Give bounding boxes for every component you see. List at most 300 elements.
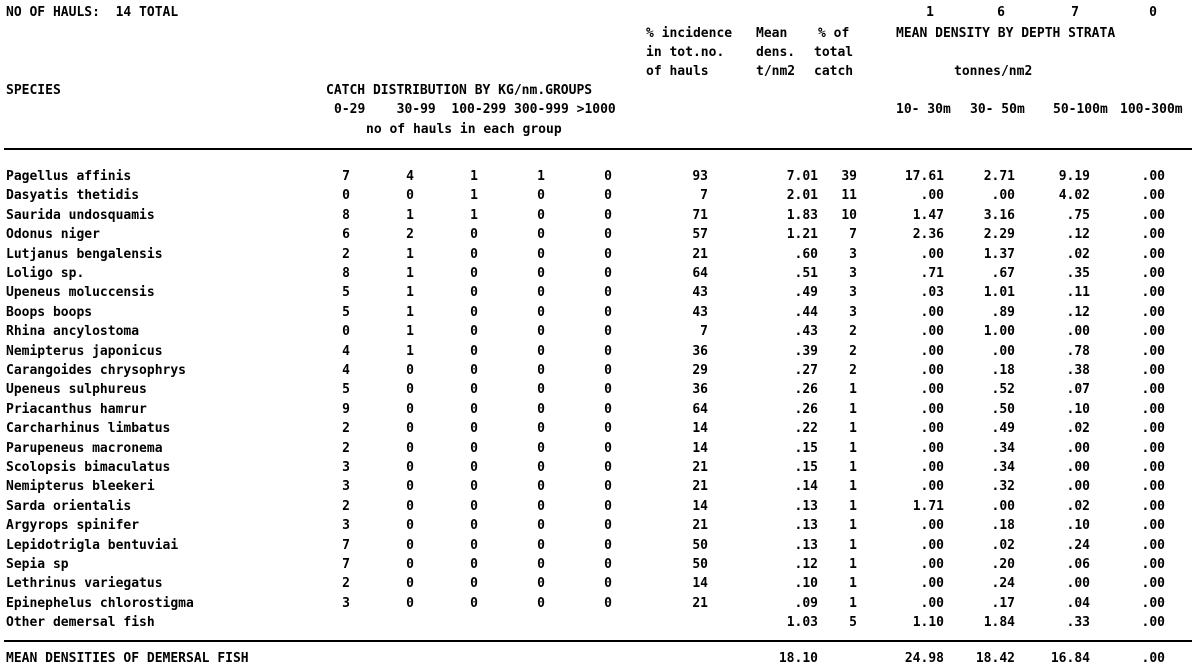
incidence-value: 36 xyxy=(692,343,708,359)
depth-density-value: .02 xyxy=(991,537,1015,553)
table-row xyxy=(0,419,1200,438)
depth-density-value: .75 xyxy=(1066,207,1090,223)
depth-stratum-label: 100-300m xyxy=(1120,102,1183,117)
depth-density-value: .34 xyxy=(991,460,1015,475)
depth-density-value: 1.84 xyxy=(983,615,1015,631)
pct-catch-value: 3 xyxy=(849,304,857,320)
group-count: 4 xyxy=(342,363,350,378)
incidence-value: 43 xyxy=(692,285,708,301)
group-count: 1 xyxy=(406,343,414,359)
group-count: 1 xyxy=(406,285,414,301)
pct-catch-value: 1 xyxy=(849,421,857,437)
depth-density-value: .00 xyxy=(1066,460,1090,475)
depth-density-value: .00 xyxy=(1141,479,1165,495)
group-count: 0 xyxy=(470,246,478,262)
depth-density-value: .00 xyxy=(920,518,944,534)
group-count: 0 xyxy=(537,537,545,553)
species-name: Rhina ancylostoma xyxy=(6,324,140,340)
depth-density-value: .00 xyxy=(1141,440,1165,456)
group-count: 2 xyxy=(342,440,350,456)
pct-header-3: catch xyxy=(814,64,854,79)
pct-catch-value: 1 xyxy=(849,518,857,534)
species-name: Epinephelus chlorostigma xyxy=(6,595,194,611)
group-count: 0 xyxy=(470,363,478,378)
group-count: 7 xyxy=(342,557,350,572)
group-count: 0 xyxy=(537,343,545,359)
group-count: 0 xyxy=(537,363,545,378)
depth-stratum-label: 10- 30m xyxy=(896,102,951,117)
depth-density-value: .00 xyxy=(920,440,944,456)
incidence-value: 14 xyxy=(692,576,708,592)
depth-density-value: 17.61 xyxy=(904,169,944,184)
depth-density-value: .00 xyxy=(1141,498,1165,514)
depth-density-value: .67 xyxy=(991,266,1015,281)
table-row xyxy=(0,400,1200,419)
species-name: Pagellus affinis xyxy=(6,169,132,184)
depth-density-value: .33 xyxy=(1066,615,1090,631)
mean-density-value: 1.03 xyxy=(786,615,818,631)
depth-density-value: .00 xyxy=(1066,576,1090,592)
mean-density-value: 1.21 xyxy=(786,227,818,243)
incidence-value: 93 xyxy=(692,169,708,184)
group-count: 0 xyxy=(470,460,478,475)
table-row xyxy=(0,225,1200,244)
mean-density-value: .15 xyxy=(794,440,818,456)
depth-density-value: 1.37 xyxy=(983,246,1015,262)
group-count: 0 xyxy=(604,595,612,611)
pct-catch-value: 2 xyxy=(849,343,857,359)
group-count: 1 xyxy=(406,266,414,281)
group-count: 0 xyxy=(406,460,414,475)
table-row xyxy=(0,594,1200,613)
group-count: 0 xyxy=(470,576,478,592)
depth-density-value: .02 xyxy=(1066,421,1090,437)
group-count: 1 xyxy=(406,207,414,223)
group-count: 0 xyxy=(537,266,545,281)
group-count: 0 xyxy=(537,188,545,204)
table-row xyxy=(0,555,1200,574)
depth-density-value: .00 xyxy=(920,595,944,611)
group-ranges: 0-29 30-99 100-299 300-999 >1000 xyxy=(334,102,616,117)
depth-density-value: .38 xyxy=(1066,363,1090,378)
species-name: Parupeneus macronema xyxy=(6,440,163,456)
group-count: 0 xyxy=(406,382,414,398)
group-count: 0 xyxy=(470,382,478,398)
group-count: 7 xyxy=(342,537,350,553)
group-count: 7 xyxy=(342,169,350,184)
depth-density-value: .02 xyxy=(1066,498,1090,514)
group-count: 0 xyxy=(406,518,414,534)
group-count: 0 xyxy=(537,227,545,243)
table-row xyxy=(0,322,1200,341)
table-row xyxy=(0,516,1200,535)
group-count: 2 xyxy=(342,421,350,437)
depth-density-value: .00 xyxy=(1141,324,1165,340)
pct-catch-value: 39 xyxy=(841,169,857,184)
depth-density-value: .12 xyxy=(1066,304,1090,320)
incidence-header-2: in tot.no. xyxy=(646,45,725,60)
footer-row xyxy=(0,649,1200,668)
group-count: 0 xyxy=(470,479,478,495)
footer-label: MEAN DENSITIES OF DEMERSAL FISH xyxy=(6,651,249,666)
incidence-value: 43 xyxy=(692,304,708,320)
group-count: 4 xyxy=(342,343,350,359)
mean-density-value: .27 xyxy=(794,363,818,378)
depth-density-value: 2.71 xyxy=(983,169,1015,184)
depth-density-value: .06 xyxy=(1066,557,1090,572)
table-row xyxy=(0,477,1200,496)
depth-density-value: .24 xyxy=(1066,537,1090,553)
depth-density-value: 2.29 xyxy=(983,227,1015,243)
table-row xyxy=(0,613,1200,632)
stratum-number: 6 xyxy=(997,5,1005,20)
incidence-value: 7 xyxy=(700,324,708,340)
depth-density-value: .52 xyxy=(991,382,1015,398)
depth-density-value: .49 xyxy=(991,421,1015,437)
incidence-header-1: % incidence xyxy=(646,26,733,41)
depth-density-value: 1.00 xyxy=(983,324,1015,340)
group-count: 0 xyxy=(604,363,612,378)
incidence-value: 21 xyxy=(692,518,708,534)
pct-catch-value: 2 xyxy=(849,363,857,378)
mean-density-value: .43 xyxy=(794,324,818,340)
pct-catch-value: 1 xyxy=(849,401,857,417)
species-name: Sarda orientalis xyxy=(6,498,132,514)
depth-density-value: .10 xyxy=(1066,518,1090,534)
incidence-value: 50 xyxy=(692,557,708,572)
group-count: 0 xyxy=(604,227,612,243)
group-count: 0 xyxy=(406,421,414,437)
depth-density-value: .00 xyxy=(920,382,944,398)
footer-density: 24.98 xyxy=(904,651,944,666)
species-name: Carcharhinus limbatus xyxy=(6,421,171,437)
group-count: 1 xyxy=(406,304,414,320)
table-row xyxy=(0,264,1200,283)
mean-density-value: .12 xyxy=(794,557,818,572)
depth-density-value: .00 xyxy=(1141,343,1165,359)
depth-density-value: .00 xyxy=(1141,188,1165,204)
group-count: 0 xyxy=(604,207,612,223)
group-count: 0 xyxy=(470,304,478,320)
depth-density-value: .00 xyxy=(1141,615,1165,631)
group-count: 2 xyxy=(342,576,350,592)
group-count: 0 xyxy=(604,421,612,437)
group-count: 0 xyxy=(470,324,478,340)
depth-stratum-label: 50-100m xyxy=(1053,102,1108,117)
depth-density-value: .00 xyxy=(920,304,944,320)
species-name: Lutjanus bengalensis xyxy=(6,246,163,262)
group-count: 0 xyxy=(537,576,545,592)
mean-density-value: .26 xyxy=(794,382,818,398)
depth-density-value: .03 xyxy=(920,285,944,301)
group-count: 0 xyxy=(470,266,478,281)
group-count: 0 xyxy=(537,498,545,514)
mean-header-3: t/nm2 xyxy=(756,64,796,79)
header-rule xyxy=(4,148,1192,150)
depth-stratum-label: 30- 50m xyxy=(970,102,1025,117)
species-name: Saurida undosquamis xyxy=(6,207,155,223)
group-count: 3 xyxy=(342,479,350,495)
depth-density-value: .00 xyxy=(1141,576,1165,592)
incidence-value: 21 xyxy=(692,460,708,475)
depth-density-value: .00 xyxy=(1141,227,1165,243)
group-count: 0 xyxy=(604,266,612,281)
group-count: 8 xyxy=(342,207,350,223)
incidence-value: 14 xyxy=(692,421,708,437)
group-count: 0 xyxy=(342,324,350,340)
depth-density-value: .00 xyxy=(920,188,944,204)
depth-density-value: .00 xyxy=(1066,440,1090,456)
group-count: 0 xyxy=(604,343,612,359)
group-count: 0 xyxy=(604,479,612,495)
depth-density-value: .00 xyxy=(1141,207,1165,223)
group-count: 0 xyxy=(604,537,612,553)
group-count: 2 xyxy=(342,246,350,262)
mean-header-2: dens. xyxy=(756,45,796,60)
species-name: Upeneus sulphureus xyxy=(6,382,147,398)
group-count: 0 xyxy=(406,498,414,514)
incidence-value: 36 xyxy=(692,382,708,398)
group-count: 0 xyxy=(604,518,612,534)
table-row xyxy=(0,283,1200,302)
mean-density-value: .15 xyxy=(794,460,818,475)
group-count: 0 xyxy=(406,537,414,553)
species-name: Loligo sp. xyxy=(6,266,85,281)
group-count: 5 xyxy=(342,285,350,301)
group-count: 0 xyxy=(537,440,545,456)
incidence-value: 21 xyxy=(692,479,708,495)
mean-density-value: .14 xyxy=(794,479,818,495)
group-count: 0 xyxy=(604,304,612,320)
pct-catch-value: 1 xyxy=(849,382,857,398)
mean-density-value: .44 xyxy=(794,304,818,320)
table-row xyxy=(0,361,1200,380)
pct-catch-value: 1 xyxy=(849,557,857,572)
depth-density-value: .00 xyxy=(991,498,1015,514)
group-count: 0 xyxy=(406,440,414,456)
group-count: 0 xyxy=(406,363,414,378)
depth-density-value: .00 xyxy=(1141,382,1165,398)
group-count: 0 xyxy=(406,479,414,495)
group-count: 0 xyxy=(537,557,545,572)
group-count: 0 xyxy=(537,382,545,398)
group-count: 3 xyxy=(342,518,350,534)
group-count: 0 xyxy=(406,595,414,611)
group-count: 0 xyxy=(537,460,545,475)
group-count: 0 xyxy=(406,188,414,204)
depth-density-value: .12 xyxy=(1066,227,1090,243)
depth-density-value: .00 xyxy=(920,363,944,378)
group-count: 1 xyxy=(537,169,545,184)
no-of-hauls-label: no of hauls in each group xyxy=(366,122,562,137)
depth-density-value: .00 xyxy=(920,324,944,340)
pct-catch-value: 3 xyxy=(849,266,857,281)
depth-density-value: .00 xyxy=(1141,169,1165,184)
depth-density-value: .00 xyxy=(1141,285,1165,301)
group-count: 1 xyxy=(406,324,414,340)
depth-density-value: .00 xyxy=(920,479,944,495)
pct-catch-value: 7 xyxy=(849,227,857,243)
footer-rule xyxy=(4,640,1192,642)
incidence-value: 14 xyxy=(692,498,708,514)
pct-catch-value: 1 xyxy=(849,479,857,495)
depth-density-value: .04 xyxy=(1066,595,1090,611)
mean-density-value: 1.83 xyxy=(786,207,818,223)
depth-density-value: .10 xyxy=(1066,401,1090,417)
depth-density-value: .89 xyxy=(991,304,1015,320)
group-count: 0 xyxy=(537,304,545,320)
group-count: 0 xyxy=(604,498,612,514)
pct-catch-value: 1 xyxy=(849,595,857,611)
depth-density-value: .00 xyxy=(1141,595,1165,611)
pct-catch-value: 1 xyxy=(849,440,857,456)
group-count: 0 xyxy=(470,557,478,572)
group-count: 0 xyxy=(604,440,612,456)
group-count: 0 xyxy=(604,285,612,301)
incidence-value: 57 xyxy=(692,227,708,243)
species-name: Odonus niger xyxy=(6,227,100,243)
depth-density-value: .32 xyxy=(991,479,1015,495)
mean-density-value: .60 xyxy=(794,246,818,262)
mean-density-value: .13 xyxy=(794,518,818,534)
group-count: 0 xyxy=(470,401,478,417)
depth-density-value: .00 xyxy=(1141,401,1165,417)
depth-density-value: .00 xyxy=(1141,246,1165,262)
depth-density-value: 3.16 xyxy=(983,207,1015,223)
table-row xyxy=(0,536,1200,555)
group-count: 3 xyxy=(342,460,350,475)
group-count: 0 xyxy=(604,169,612,184)
depth-density-value: .00 xyxy=(1141,460,1165,475)
table-row xyxy=(0,167,1200,186)
group-count: 9 xyxy=(342,401,350,417)
table-row xyxy=(0,439,1200,458)
depth-density-value: .00 xyxy=(1141,421,1165,437)
group-count: 8 xyxy=(342,266,350,281)
depth-density-value: .18 xyxy=(991,518,1015,534)
group-count: 3 xyxy=(342,595,350,611)
table-row xyxy=(0,186,1200,205)
depth-density-value: .00 xyxy=(991,343,1015,359)
depth-density-value: .24 xyxy=(991,576,1015,592)
group-count: 0 xyxy=(470,285,478,301)
depth-density-value: .00 xyxy=(1066,479,1090,495)
group-count: 1 xyxy=(470,169,478,184)
group-count: 0 xyxy=(406,557,414,572)
mean-density-value: .13 xyxy=(794,498,818,514)
depth-density-value: 2.36 xyxy=(912,227,944,243)
species-name: Nemipterus japonicus xyxy=(6,343,163,359)
depth-density-value: .00 xyxy=(920,537,944,553)
incidence-value: 21 xyxy=(692,246,708,262)
group-count: 0 xyxy=(470,440,478,456)
group-count: 0 xyxy=(604,324,612,340)
depth-density-value: .18 xyxy=(991,363,1015,378)
pct-catch-value: 3 xyxy=(849,246,857,262)
depth-density-value: .50 xyxy=(991,401,1015,417)
group-count: 0 xyxy=(537,401,545,417)
catch-distribution-title: CATCH DISTRIBUTION BY KG/nm.GROUPS xyxy=(326,83,593,98)
depth-density-value: .00 xyxy=(920,421,944,437)
depth-density-value: .17 xyxy=(991,595,1015,611)
group-count: 1 xyxy=(470,188,478,204)
group-count: 0 xyxy=(604,246,612,262)
depth-density-value: .00 xyxy=(1141,537,1165,553)
incidence-value: 21 xyxy=(692,595,708,611)
group-count: 0 xyxy=(537,421,545,437)
group-count: 0 xyxy=(470,518,478,534)
depth-density-value: .00 xyxy=(1066,324,1090,340)
mean-density-value: .39 xyxy=(794,343,818,359)
group-count: 0 xyxy=(470,421,478,437)
depth-density-value: .11 xyxy=(1066,285,1090,301)
stratum-number: 1 xyxy=(926,5,934,20)
species-name: Nemipterus bleekeri xyxy=(6,479,155,495)
mean-density-title: MEAN DENSITY BY DEPTH STRATA xyxy=(896,26,1116,41)
depth-density-value: .00 xyxy=(1141,363,1165,378)
pct-catch-value: 10 xyxy=(841,207,857,223)
mean-density-value: .09 xyxy=(794,595,818,611)
group-count: 0 xyxy=(537,246,545,262)
depth-density-value: 1.47 xyxy=(912,207,944,223)
pct-catch-value: 5 xyxy=(849,615,857,631)
group-count: 1 xyxy=(406,246,414,262)
depth-density-value: .00 xyxy=(1141,266,1165,281)
group-count: 0 xyxy=(470,595,478,611)
group-count: 0 xyxy=(470,343,478,359)
depth-density-value: .35 xyxy=(1066,266,1090,281)
table-row xyxy=(0,574,1200,593)
group-count: 0 xyxy=(537,285,545,301)
group-count: 2 xyxy=(406,227,414,243)
depth-density-value: .00 xyxy=(920,460,944,475)
group-count: 0 xyxy=(537,324,545,340)
pct-catch-value: 11 xyxy=(841,188,857,204)
depth-density-value: 1.71 xyxy=(912,498,944,514)
incidence-value: 64 xyxy=(692,401,708,417)
depth-density-value: .34 xyxy=(991,440,1015,456)
species-name: Boops boops xyxy=(6,304,93,320)
species-name: Carangoides chrysophrys xyxy=(6,363,187,378)
depth-density-value: .00 xyxy=(1141,304,1165,320)
depth-density-value: .00 xyxy=(920,576,944,592)
table-row xyxy=(0,342,1200,361)
species-name: Other demersal fish xyxy=(6,615,155,631)
group-count: 0 xyxy=(604,576,612,592)
depth-density-value: .00 xyxy=(920,246,944,262)
mean-density-value: 2.01 xyxy=(786,188,818,204)
stratum-number: 7 xyxy=(1071,5,1079,20)
group-count: 0 xyxy=(604,188,612,204)
units-label: tonnes/nm2 xyxy=(954,64,1033,79)
hauls-total: NO OF HAULS: 14 TOTAL xyxy=(6,5,179,20)
group-count: 0 xyxy=(604,382,612,398)
footer-mean: 18.10 xyxy=(778,651,818,666)
group-count: 0 xyxy=(470,537,478,553)
depth-density-value: .00 xyxy=(920,557,944,572)
pct-catch-value: 1 xyxy=(849,460,857,475)
group-count: 0 xyxy=(537,595,545,611)
mean-density-value: .51 xyxy=(794,266,818,281)
table-row xyxy=(0,458,1200,477)
table-row xyxy=(0,245,1200,264)
depth-density-value: .00 xyxy=(1141,518,1165,534)
mean-density-value: .10 xyxy=(794,576,818,592)
mean-density-value: .22 xyxy=(794,421,818,437)
group-count: 0 xyxy=(406,401,414,417)
depth-density-value: .00 xyxy=(991,188,1015,204)
species-name: Argyrops spinifer xyxy=(6,518,140,534)
